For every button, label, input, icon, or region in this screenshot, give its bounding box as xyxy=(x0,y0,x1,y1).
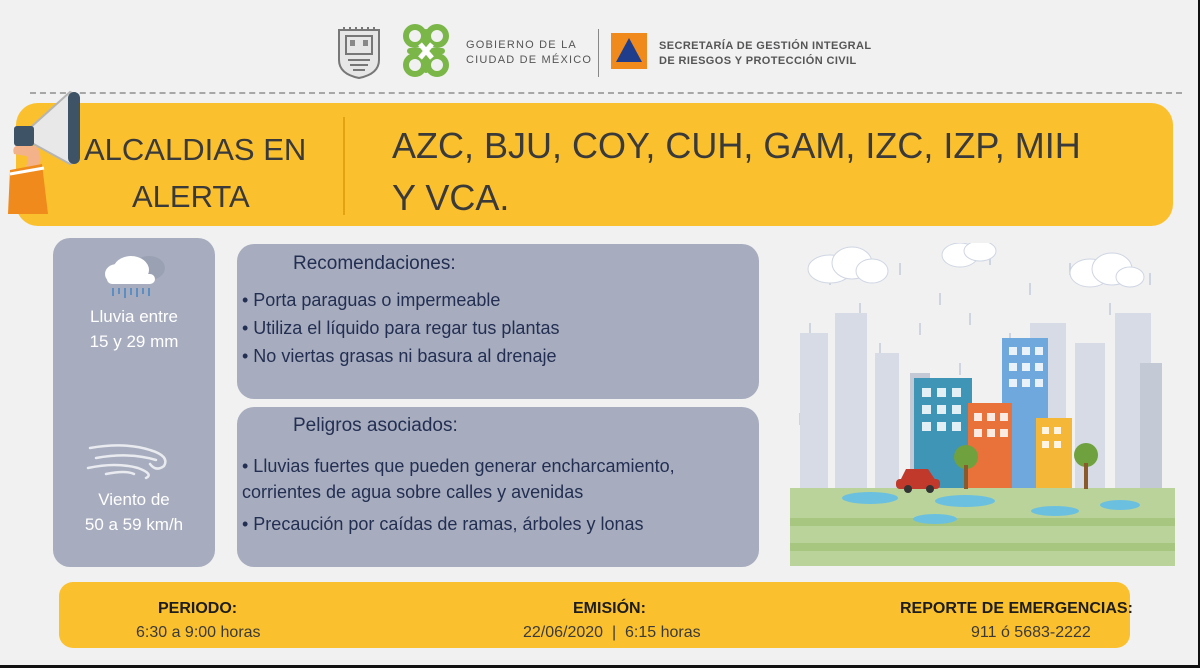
list-item: • No viertas grasas ni basura al drenaje xyxy=(242,346,557,366)
proteccion-civil-logo-icon xyxy=(611,33,647,69)
emision-label: EMISIÓN: xyxy=(573,600,646,617)
rainy-city-illustration xyxy=(790,243,1175,566)
alert-label xyxy=(84,126,306,220)
list-item: • Precaución por caídas de ramas, árboles y lonas xyxy=(242,514,644,534)
gobierno-text: GOBIERNO DE LA CIUDAD DE MÉXICO xyxy=(466,39,593,66)
list-item: • Lluvias fuertes que pueden generar encharcamiento, corrientes de agua sobre calles y avenidas xyxy=(242,456,675,502)
city-seal-icon xyxy=(336,26,382,80)
header-dashed-divider xyxy=(30,92,1182,94)
header-divider xyxy=(598,29,599,77)
secretaria-text: SECRETARÍA DE GESTIÓN INTEGRAL DE RIESGOS Y PROTECCIÓN CIVIL xyxy=(659,40,872,67)
wind-text: Viento de 50 a 59 km/h xyxy=(84,490,184,534)
reporte-value: 911 ó 5683-2222 xyxy=(971,624,1091,641)
alert-divider xyxy=(343,117,345,215)
list-item: • Utiliza el líquido para regar tus plantas xyxy=(242,318,560,338)
emision-value: 22/06/2020 | 6:15 horas xyxy=(523,624,701,641)
header xyxy=(0,20,1200,85)
wind-icon xyxy=(86,438,182,480)
peligros-title: Peligros asociados: xyxy=(293,415,458,436)
alert-label-line1: ALCALDIAS EN xyxy=(84,132,307,167)
recomendaciones-title: Recomendaciones: xyxy=(293,253,456,274)
megaphone-icon xyxy=(8,86,88,216)
peligros-list xyxy=(242,453,757,539)
rain-text: Lluvia entre 15 y 29 mm xyxy=(89,307,179,351)
recomendaciones-list xyxy=(242,287,757,371)
list-item: • Porta paraguas o impermeable xyxy=(242,290,501,310)
rain-cloud-icon xyxy=(101,250,169,300)
alcaldias-list: AZC, BJU, COY, CUH, GAM, IZC, IZP, MIH Y VCA. xyxy=(392,125,1081,218)
periodo-label: PERIODO: xyxy=(158,600,238,617)
cdmx-logo-icon xyxy=(398,22,454,80)
periodo-value: 6:30 a 9:00 horas xyxy=(136,624,261,641)
reporte-label: REPORTE DE EMERGENCIAS: xyxy=(900,600,1133,617)
alert-label-line2: ALERTA xyxy=(132,179,250,214)
